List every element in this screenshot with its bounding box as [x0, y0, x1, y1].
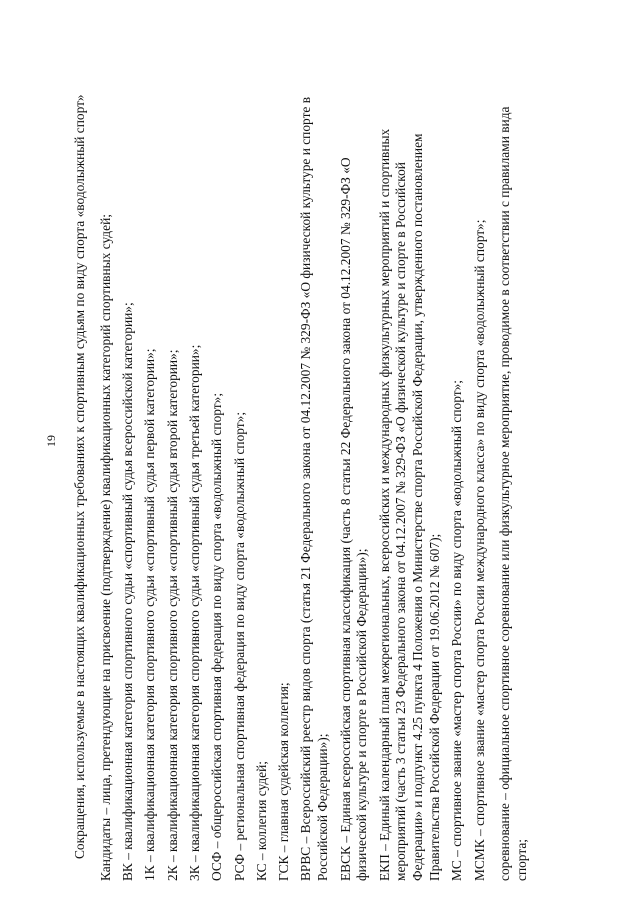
abbr-rsf: РСФ – региональная спортивная федерация по виду спорта «водолыжный спорт»; — [231, 411, 247, 881]
abbr-competition: соревнование – официальное спортивное соревнование или физкультурное мероприятие, проводимое в соответствии с правилами вида спорта; — [497, 106, 530, 881]
abbr-ms: МС – спортивное звание «мастер спорта России» по виду спорта «водолыжный спорт»; — [449, 379, 465, 881]
rotated-content — [0, 11, 640, 911]
abbreviations-list — [72, 91, 537, 881]
abbr-3k: 3К – квалификационная категория спортивного судьи «спортивный судья третьей категории»; — [186, 344, 202, 881]
section-heading: Сокращения, используемые в настоящих квалификационных требованиях к спортивным судьям по виду спорта «водолыжный спорт» — [72, 93, 87, 859]
abbr-osf: ОСФ – общероссийская спортивная федерация по виду спорта «водолыжный спорт»; — [209, 392, 225, 881]
abbr-vk: ВК – квалификационная категория спортивного судьи «спортивный судья всероссийской категории»; — [120, 301, 136, 881]
abbr-gsk: ГСК – главная судейская коллегия; — [276, 681, 292, 881]
abbr-ks: КС – коллегия судей; — [253, 760, 269, 881]
page-number: 19 — [44, 434, 58, 447]
abbr-candidates: Кандидаты – лица, претендующие на присвоение (подтверждение) квалификационных категорий спортивных судей; — [97, 213, 113, 881]
abbr-ekp: ЕКП – Единый календарный план межрегиональных, всероссийских и международных физкультурных мероприятий и спортивных мероприятий (часть 3 статьи 23 Федерального закона от 04.12.2007 № 329-ФЗ «О физической культуре и спорте в Российской Федерации» и подпункт 4.25 пункта 4 Положения о Министерстве спорта Российской Федерации, утвержденного постановлением Правительства Российской Федерации от 19.06.2012 № 607); — [376, 128, 443, 881]
abbr-1k: 1К – квалификационная категория спортивного судьи «спортивный судья первой категории»; — [142, 348, 158, 881]
abbr-msmk: МСМК – спортивное звание «мастер спорта России международного класса» по виду спорта «водолыжный спорт»; — [471, 219, 487, 881]
abbr-vrvs: ВРВС – Всероссийский реестр видов спорта (статья 21 Федерального закона от 04.12.2007 № 329-ФЗ «О физической культуре и спорте в Российской Федерации»); — [298, 96, 331, 881]
abbr-evsk: ЕВСК – Единая всероссийская спортивная классификация (часть 8 статьи 22 Федерального закона от 04.12.2007 № 329-ФЗ «О физической культуре и спорте в Российской Федерации»); — [337, 156, 370, 881]
abbr-2k: 2К – квалификационная категория спортивного судьи «спортивный судья второй категории»; — [164, 348, 180, 881]
